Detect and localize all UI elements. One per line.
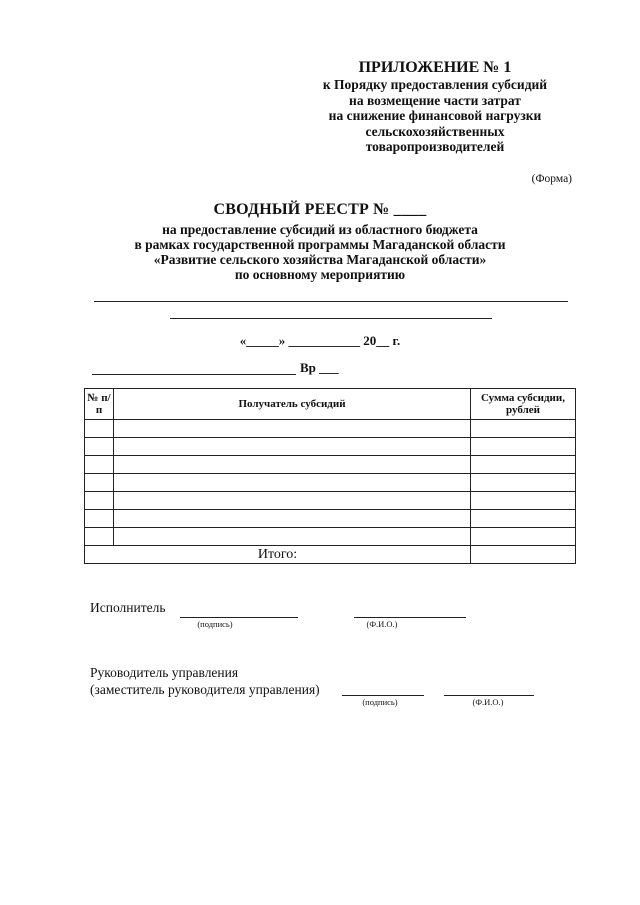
blank-line-measure xyxy=(94,301,568,302)
cell-amount xyxy=(471,510,576,528)
register-subtitle-line: на предоставление субсидий из областного бюджета xyxy=(162,222,478,237)
head-name-line xyxy=(444,695,534,696)
register-subtitle-line: «Развитие сельского хозяйства Магаданской области» xyxy=(153,252,487,267)
cell-number xyxy=(85,492,114,510)
table-total-row xyxy=(85,546,576,564)
head-label-deputy: (заместитель руководителя управления) xyxy=(90,682,320,697)
head-name-caption: (Ф.И.О.) xyxy=(472,697,504,707)
cell-number xyxy=(85,420,114,438)
total-label: Итого: xyxy=(85,546,471,564)
executor-label: Исполнитель xyxy=(90,600,166,615)
cell-amount xyxy=(471,438,576,456)
head-label: Руководитель управления xyxy=(90,665,239,680)
blank-line-vr xyxy=(92,374,296,375)
cell-amount xyxy=(471,456,576,474)
table-row xyxy=(85,420,576,438)
form-mark: (Форма) xyxy=(531,173,572,185)
cell-amount xyxy=(471,492,576,510)
appendix-line: товаропроизводителей xyxy=(365,139,505,154)
cell-number xyxy=(85,510,114,528)
appendix-line: на возмещение части затрат xyxy=(349,92,521,108)
cell-recipient xyxy=(114,492,471,510)
cell-amount xyxy=(471,528,576,546)
appendix-line: сельскохозяйственных xyxy=(365,123,505,139)
executor-name-line xyxy=(354,617,466,618)
total-amount xyxy=(471,546,576,564)
register-subtitle-line: в рамках государственной программы Магаданской области xyxy=(134,237,506,252)
appendix-title: ПРИЛОЖЕНИЕ № 1 xyxy=(358,59,512,76)
head-sign-caption: (подпись) xyxy=(362,697,398,707)
appendix-line: на снижение финансовой нагрузки xyxy=(328,108,542,123)
appendix-line: к Порядку предоставления субсидий xyxy=(322,77,548,92)
cell-recipient xyxy=(114,438,471,456)
executor-name-caption: (Ф.И.О.) xyxy=(366,619,398,629)
table-row xyxy=(85,456,576,474)
table-row xyxy=(85,492,576,510)
register-title: СВОДНЫЙ РЕЕСТР № ____ xyxy=(213,201,427,218)
register-date: «_____» ___________ 20__ г. xyxy=(239,333,401,348)
header-recipient: Получатель субсидий xyxy=(114,389,471,420)
register-subtitle-line: по основному мероприятию xyxy=(234,267,406,282)
cell-recipient xyxy=(114,474,471,492)
blank-line-measure-2 xyxy=(170,318,492,319)
cell-number xyxy=(85,474,114,492)
table-row xyxy=(85,474,576,492)
recipients-table xyxy=(84,388,576,564)
table-header-row xyxy=(85,389,576,420)
cell-amount xyxy=(471,420,576,438)
cell-number xyxy=(85,528,114,546)
register-subtitle xyxy=(60,222,580,282)
header-number: № п/п xyxy=(85,389,114,420)
cell-number xyxy=(85,438,114,456)
executor-sign-line xyxy=(180,617,298,618)
vr-label: Вр ___ xyxy=(300,360,339,375)
cell-number xyxy=(85,456,114,474)
cell-recipient xyxy=(114,528,471,546)
table-row xyxy=(85,438,576,456)
table-row xyxy=(85,510,576,528)
header-amount: Сумма субсидии, рублей xyxy=(471,389,576,420)
appendix-header xyxy=(300,58,570,155)
table-row xyxy=(85,528,576,546)
cell-recipient xyxy=(114,510,471,528)
cell-recipient xyxy=(114,456,471,474)
executor-sign-caption: (подпись) xyxy=(197,619,233,629)
head-sign-line xyxy=(342,695,424,696)
cell-amount xyxy=(471,474,576,492)
cell-recipient xyxy=(114,420,471,438)
